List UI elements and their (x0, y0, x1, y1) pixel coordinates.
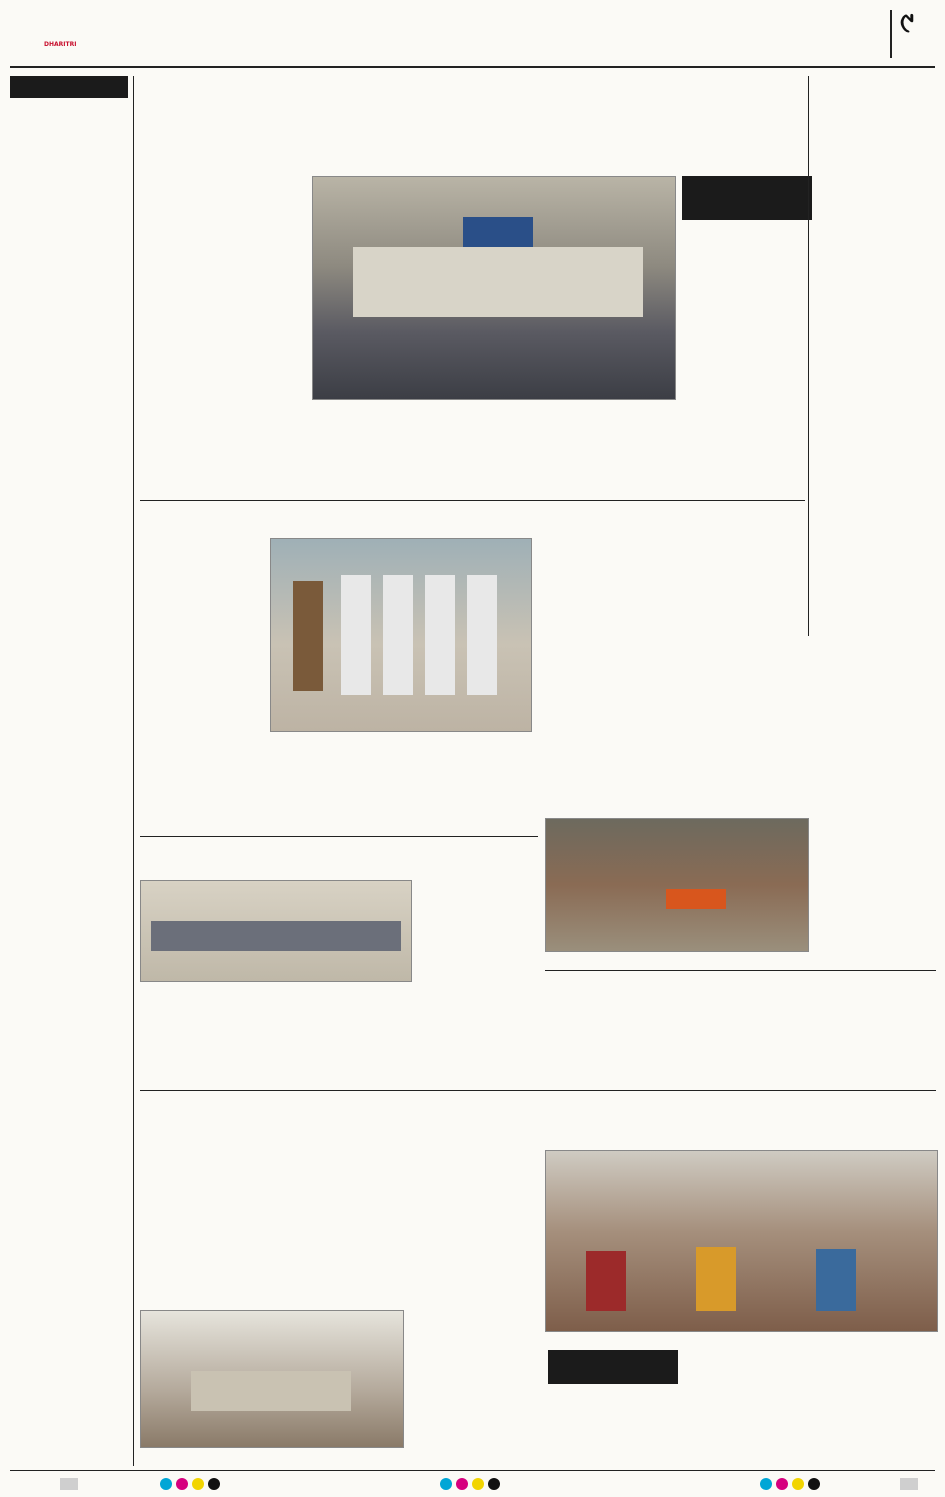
samalei-body-2 (280, 988, 410, 1086)
sidebar-rule (133, 76, 134, 1466)
registration-magenta-3 (776, 1478, 788, 1490)
kickboxing-body-2 (270, 746, 530, 826)
samalei-photo (140, 880, 412, 982)
samalei-body-3 (416, 880, 538, 1086)
registration-cyan-2 (440, 1478, 452, 1490)
visit-body (814, 620, 936, 960)
rule-bottom (140, 1090, 936, 1091)
sidebar-body-1 (10, 148, 128, 418)
protest-body-2 (548, 1390, 678, 1462)
sidebar-body-3 (10, 840, 128, 1090)
protest-photo (545, 1150, 938, 1332)
rule-kick (140, 500, 805, 501)
registration-cyan (160, 1478, 172, 1490)
grievance-body-2 (270, 1142, 402, 1306)
grievance-headline (140, 1096, 402, 1136)
registration-bar-2 (900, 1478, 918, 1490)
registration-yellow-3 (792, 1478, 804, 1490)
top-right-body (814, 164, 936, 510)
jangha-body (545, 562, 805, 812)
registration-black-2 (488, 1478, 500, 1490)
main-body-col3 (488, 414, 668, 494)
protest-body-4 (812, 1346, 936, 1462)
main-body-col4 (682, 226, 812, 494)
sand-art-body (545, 1028, 936, 1086)
masthead-rule (10, 66, 935, 68)
grievance-body-1 (140, 1154, 265, 1306)
rule-sand (545, 970, 936, 971)
sand-art-headline (545, 974, 936, 1010)
footer-rule (10, 1470, 935, 1471)
sidebar-body-4 (10, 1122, 128, 1462)
registration-magenta (176, 1478, 188, 1490)
registration-black-3 (808, 1478, 820, 1490)
jangha-photo (545, 818, 809, 952)
rule-samalei (140, 836, 538, 837)
page-number: ୯ (900, 6, 914, 39)
main-headline (140, 82, 805, 164)
kickboxing-body-1 (140, 562, 265, 762)
section-divider (890, 10, 892, 58)
samalei-headline (140, 840, 538, 876)
registration-yellow-2 (472, 1478, 484, 1490)
registration-magenta-2 (456, 1478, 468, 1490)
masthead-logo-subtext: DHARITRI (44, 41, 77, 48)
protest-inset-headline (548, 1350, 678, 1384)
registration-black (208, 1478, 220, 1490)
main-inset-headline (682, 176, 812, 220)
samalei-body-1 (140, 1006, 275, 1086)
main-photo (312, 176, 676, 400)
sidebar-header (10, 76, 128, 98)
main-body-col1 (140, 182, 305, 494)
protest-body-3 (684, 1346, 806, 1462)
registration-yellow (192, 1478, 204, 1490)
main-body-col2 (312, 414, 482, 494)
jangha-headline (540, 504, 808, 544)
registration-cyan-3 (760, 1478, 772, 1490)
masthead-logo (20, 6, 130, 42)
protest-headline (410, 1096, 936, 1140)
protest-body-1 (410, 1158, 542, 1458)
kickboxing-photo (270, 538, 532, 732)
right-column-rule (808, 76, 809, 636)
registration-bar (60, 1478, 78, 1490)
sidebar-body-2 (10, 470, 128, 790)
grievance-photo (140, 1310, 404, 1448)
